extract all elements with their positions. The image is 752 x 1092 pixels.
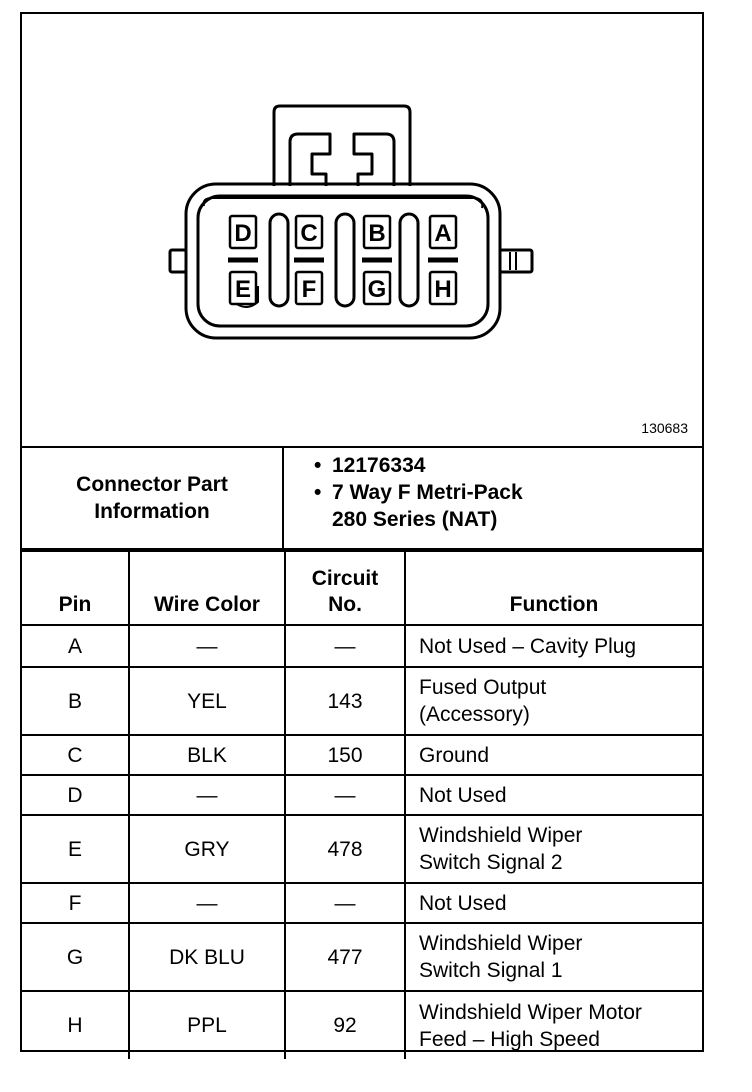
cell-circuit: 477 bbox=[285, 923, 405, 991]
cell-function: Ground bbox=[405, 735, 702, 775]
cell-circuit: 92 bbox=[285, 991, 405, 1059]
info-label: Connector Part Information bbox=[76, 473, 228, 523]
pin-label-g: G bbox=[367, 276, 387, 303]
cell-function: Windshield Wiper Switch Signal 2 bbox=[405, 815, 702, 883]
cell-circuit: — bbox=[285, 775, 405, 815]
info-list bbox=[286, 452, 523, 533]
figure-id: 130683 bbox=[641, 420, 688, 436]
cell-pin: E bbox=[22, 815, 129, 883]
info-label-cell bbox=[22, 448, 284, 548]
cell-wire-color: — bbox=[129, 775, 285, 815]
pin-label-a: A bbox=[434, 220, 452, 247]
connector-diagram bbox=[22, 14, 702, 446]
header-circuit: Circuit No. bbox=[285, 551, 405, 625]
cell-pin: G bbox=[22, 923, 129, 991]
cell-pin: C bbox=[22, 735, 129, 775]
cell-circuit: — bbox=[285, 883, 405, 923]
cell-wire-color: YEL bbox=[129, 667, 285, 735]
table-row bbox=[22, 735, 702, 775]
table-row bbox=[22, 775, 702, 815]
cell-wire-color: BLK bbox=[129, 735, 285, 775]
cell-circuit: 150 bbox=[285, 735, 405, 775]
table-row bbox=[22, 991, 702, 1059]
connector-document bbox=[20, 12, 704, 1052]
cell-wire-color: GRY bbox=[129, 815, 285, 883]
cell-function: Not Used bbox=[405, 883, 702, 923]
table-row bbox=[22, 923, 702, 991]
table-row bbox=[22, 883, 702, 923]
table-header-row bbox=[22, 551, 702, 625]
cell-wire-color: — bbox=[129, 883, 285, 923]
cell-pin: F bbox=[22, 883, 129, 923]
header-function: Function bbox=[405, 551, 702, 625]
cell-wire-color: DK BLU bbox=[129, 923, 285, 991]
info-item-description: • 7 Way F Metri-Pack 280 Series (NAT) bbox=[314, 481, 523, 531]
cell-function: Not Used bbox=[405, 775, 702, 815]
table-row bbox=[22, 667, 702, 735]
pin-label-b: B bbox=[368, 220, 386, 247]
cell-pin: A bbox=[22, 625, 129, 667]
cell-function: Not Used – Cavity Plug bbox=[405, 625, 702, 667]
cell-function: Fused Output (Accessory) bbox=[405, 667, 702, 735]
info-item-part-number: • 12176334 bbox=[314, 454, 426, 477]
cell-circuit: 478 bbox=[285, 815, 405, 883]
cell-pin: B bbox=[22, 667, 129, 735]
pinout-table bbox=[22, 550, 702, 1059]
table-row bbox=[22, 815, 702, 883]
cell-pin: H bbox=[22, 991, 129, 1059]
cell-function: Windshield Wiper Motor Feed – High Speed bbox=[405, 991, 702, 1059]
table-row bbox=[22, 625, 702, 667]
cell-circuit: — bbox=[285, 625, 405, 667]
header-wire-color: Wire Color bbox=[129, 551, 285, 625]
cell-function: Windshield Wiper Switch Signal 1 bbox=[405, 923, 702, 991]
cell-pin: D bbox=[22, 775, 129, 815]
pin-label-e: E bbox=[234, 276, 252, 303]
pin-label-f: F bbox=[301, 276, 317, 303]
cell-wire-color: — bbox=[129, 625, 285, 667]
cell-wire-color: PPL bbox=[129, 991, 285, 1059]
header-pin: Pin bbox=[22, 551, 129, 625]
pin-label-c: C bbox=[300, 220, 318, 247]
connector-latch bbox=[274, 106, 410, 186]
connector-part-info bbox=[22, 446, 702, 550]
cell-circuit: 143 bbox=[285, 667, 405, 735]
pin-label-d: D bbox=[234, 220, 252, 247]
pin-label-h: H bbox=[434, 276, 452, 303]
left-side-tab bbox=[170, 250, 186, 272]
